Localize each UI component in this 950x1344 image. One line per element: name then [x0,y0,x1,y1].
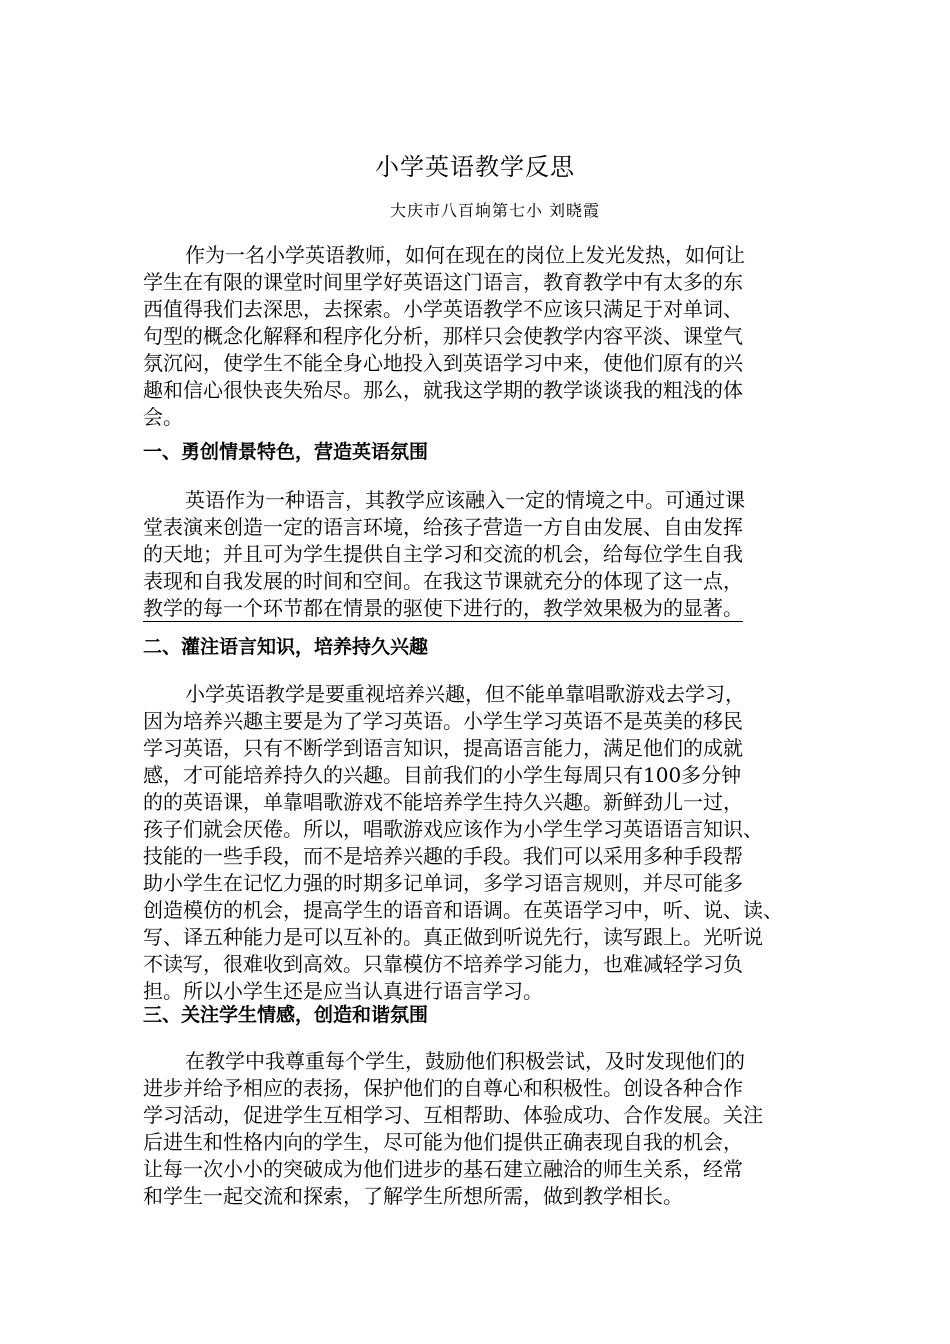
paragraph-line: 句型的概念化解释和程序化分析，那样只会使教学内容平淡、课堂气 [143,324,743,348]
paragraph-line: 孩子们就会厌倦。所以，唱歌游戏应该作为小学生学习英语语言知识、 [143,817,763,841]
paragraph-line: 西值得我们去深思，去探索。小学英语教学不应该只满足于对单词、 [143,297,743,321]
paragraph-line: 进步并给予相应的表扬，保护他们的自尊心和积极性。创设各种合作 [143,1076,743,1100]
paragraph-line: 学生在有限的课堂时间里学好英语这门语言，教育教学中有太多的东 [143,270,743,294]
paragraph-line: 因为培养兴趣主要是为了学习英语。小学生学习英语不是英美的移民 [143,709,743,733]
paragraph-line: 学习活动，促进学生互相学习、互相帮助、体验成功、合作发展。关注 [143,1103,763,1127]
paragraph-line: 助小学生在记忆力强的时期多记单词，多学习语言规则，并尽可能多 [143,871,743,895]
paragraph-line: 不读写，很难收到高效。只靠模仿不培养学习能力，也难减轻学习负 [143,952,743,976]
paragraph-line: 小学英语教学是要重视培养兴趣，但不能单靠唱歌游戏去学习， [185,682,745,706]
paragraph-line: 英语作为一种语言，其教学应该融入一定的情境之中。可通过课 [185,488,745,512]
paragraph-line: 学习英语，只有不断学到语言知识，提高语言能力，满足他们的成就 [143,736,743,760]
section-heading-3: 三、关注学生情感，创造和谐氛围 [143,1004,429,1026]
paragraph-line: 写、译五种能力是可以互补的。真正做到听说先行，读写跟上。光听说 [143,925,763,949]
paragraph-line: 堂表演来创造一定的语言环境，给孩子营造一方自由发展、自由发挥 [143,515,743,539]
section-3-paragraph [143,1048,811,1210]
paragraph-line: 在教学中我尊重每个学生，鼓励他们积极尝试，及时发现他们的 [185,1049,745,1073]
paragraph-line: 后进生和性格内向的学生，尽可能为他们提供正确表现自我的机会， [143,1130,743,1154]
section-heading-1: 一、勇创情景特色，营造英语氛围 [143,441,429,463]
section-1-paragraph [143,487,811,622]
paragraph-line: 氛沉闷，使学生不能全身心地投入到英语学习中来，使他们原有的兴 [143,351,743,375]
paragraph-line: 表现和自我发展的时间和空间。在我这节课就充分的体现了这一点， [143,569,743,593]
paragraph-line: 作为一名小学英语教师，如何在现在的岗位上发光发热，如何让 [185,243,745,267]
document-title: 小学英语教学反思 [375,153,575,182]
paragraph-line: 感，才可能培养持久的兴趣。目前我们的小学生每周只有100多分钟 [143,763,742,787]
paragraph-line: 担。所以小学生还是应当认真进行语言学习。 [143,979,543,1003]
paragraph-line: 和学生一起交流和探索，了解学生所想所需，做到教学相长。 [143,1184,683,1208]
paragraph-line: 的天地；并且可为学生提供自主学习和交流的机会，给每位学生自我 [143,542,743,566]
paragraph-line: 趣和信心很快丧失殆尽。那么，就我这学期的教学谈谈我的粗浅的体 [143,378,743,402]
paragraph-line-underlined: 教学的每一个环节都在情景的驱使下进行的，教学效果极为的显著。 [143,596,743,620]
paragraph-line: 创造模仿的机会，提高学生的语音和语调。在英语学习中，听、说、读、 [143,898,783,922]
paragraph-line: 会。 [143,405,183,429]
author-line: 大庆市八百垧第七小 刘晓霞 [389,201,601,220]
section-heading-2: 二、灌注语言知识，培养持久兴趣 [143,636,429,658]
paragraph-line: 技能的一些手段，而不是培养兴趣的手段。我们可以采用多种手段帮 [143,844,743,868]
intro-paragraph [143,242,811,431]
section-2-paragraph [143,681,811,1005]
paragraph-line: 的的英语课，单靠唱歌游戏不能培养学生持久兴趣。新鲜劲儿一过， [143,790,743,814]
paragraph-line: 让每一次小小的突破成为他们进步的基石建立融洽的师生关系，经常 [143,1157,743,1181]
